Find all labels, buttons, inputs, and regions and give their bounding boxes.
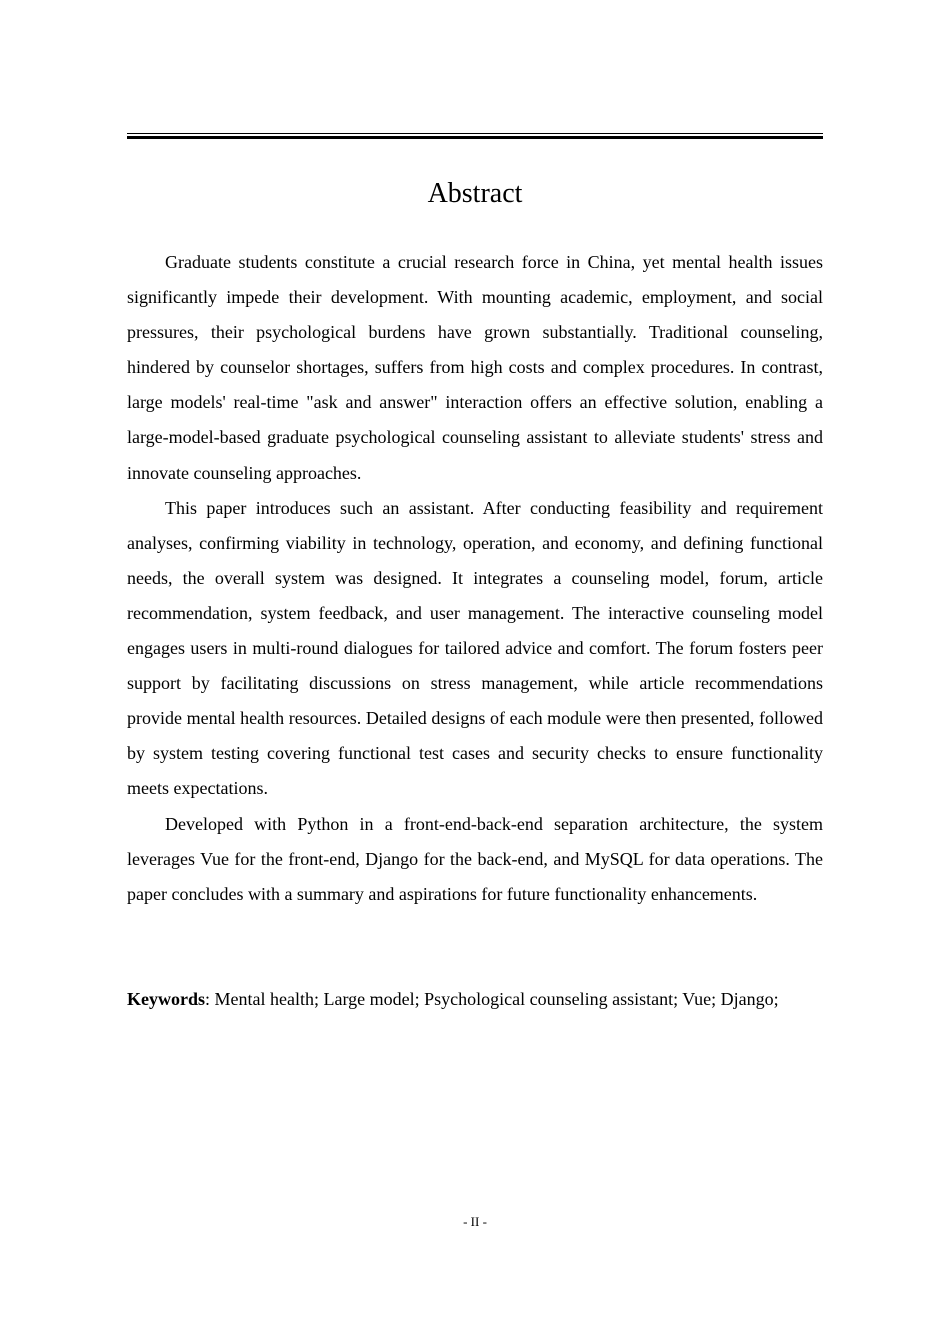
page-title: Abstract [427,178,523,209]
abstract-paragraph-1: Graduate students constitute a crucial research force in China, yet mental health issues significantly impede their development. With mounting academic, employment, and social pressures, their psychological burdens have grown substantially. Traditional counseling, hindered by counselor shortages, suffers from high costs and complex procedures. In contrast, large models' real-time "ask and answer" interaction offers an effective solution, enabling a large-model-based graduate psychological counseling assistant to alleviate students' stress and innovate counseling approaches. [127,252,823,483]
abstract-body [127,245,823,912]
abstract-paragraph-3: Developed with Python in a front-end-back-end separation architecture, the system leverages Vue for the front-end, Django for the back-end, and MySQL for data operations. The paper concludes with a summary and aspirations for future functionality enhancements. [127,813,823,904]
header-rule-thick-line [127,136,823,139]
header-rule-thin-line [127,133,823,134]
keywords-line [127,982,823,1017]
keywords-label: Keywords [127,989,205,1009]
page-number: - II - [463,1214,487,1229]
abstract-paragraph-2: This paper introduces such an assistant. After conducting feasibility and requirement analyses, confirming viability in technology, operation, and economy, and defining functional needs, the overall system was designed. It integrates a counseling model, forum, article recommendation, system feedback, and user management. The interactive counseling model engages users in multi-round dialogues for tailored advice and comfort. The forum fosters peer support by facilitating discussions on stress management, while article recommendations provide mental health resources. Detailed designs of each module were then presented, followed by system testing covering functional test cases and security checks to ensure functionality meets expectations. [127,497,823,799]
header-double-rule [127,133,823,139]
keywords-text: : Mental health; Large model; Psychological counseling assistant; Vue; Django; [205,989,779,1009]
